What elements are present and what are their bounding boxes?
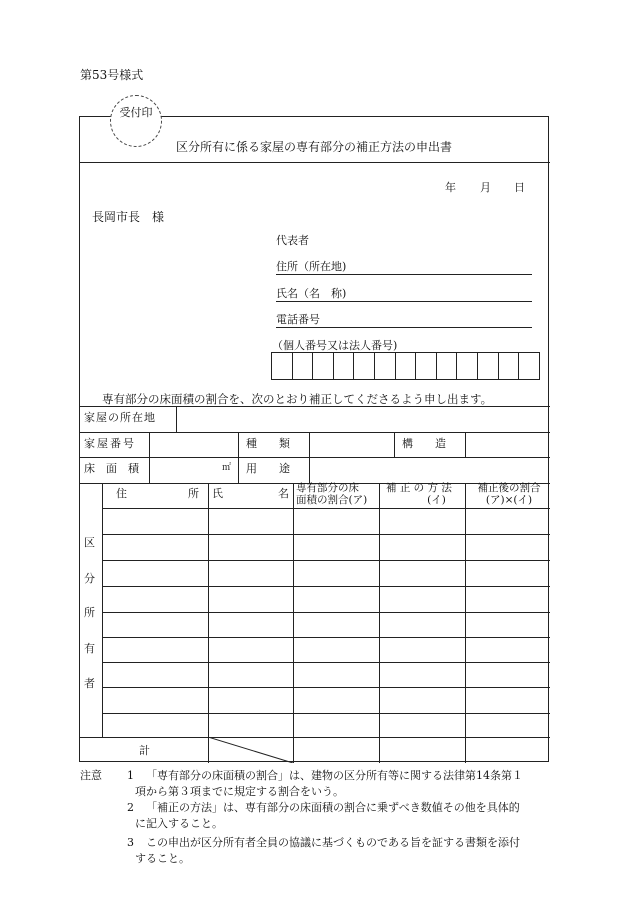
col-address-a: 住 [116, 487, 127, 500]
col-address-b: 所 [188, 487, 199, 500]
diagonal-strike [208, 737, 294, 763]
page-title: 区分所有に係る家屋の専有部分の補正方法の申出書 [175, 140, 452, 154]
mynumber-digit-box[interactable] [456, 352, 478, 380]
divider [465, 432, 466, 457]
mynumber-digit-box[interactable] [374, 352, 396, 380]
col-name-a: 氏 [212, 487, 223, 500]
location-label: 家屋の所在地 [84, 411, 156, 424]
divider [293, 483, 294, 763]
date-year-label: 年 [445, 181, 456, 194]
use-label: 用 途 [246, 462, 290, 475]
divider [102, 586, 550, 587]
divider [102, 637, 550, 638]
mynumber-digit-box[interactable] [312, 352, 334, 380]
side-label-char: 者 [84, 677, 95, 690]
date-month-label: 月 [480, 181, 491, 194]
date-day-label: 日 [514, 181, 525, 194]
reception-stamp: 受付印 [110, 95, 162, 147]
divider [102, 483, 103, 737]
side-label-char: 分 [84, 572, 95, 585]
total-label: 計 [139, 744, 150, 757]
col-method: 補 正 の 方 法 (イ) [386, 482, 452, 506]
divider [80, 457, 550, 458]
note-number: 2 [127, 801, 134, 814]
kind-label: 種 類 [246, 437, 290, 450]
divider [238, 432, 239, 483]
divider [102, 508, 550, 509]
divider [80, 432, 550, 433]
request-text: 専有部分の床面積の割合を、次のとおり補正してくださるよう申し出ます。 [102, 392, 493, 406]
mynumber-digit-box[interactable] [436, 352, 458, 380]
mynumber-digit-box[interactable] [518, 352, 540, 380]
note-text: この申出が区分所有者全員の協議に基づくものである旨を証する書類を添付 [146, 836, 520, 849]
phone-field[interactable] [276, 311, 532, 328]
divider [394, 432, 395, 457]
side-label-char: 区 [84, 536, 95, 549]
side-label-char: 所 [84, 606, 95, 619]
house-number-label: 家屋番号 [84, 437, 136, 450]
representative-label: 代表者 [276, 234, 309, 247]
divider [80, 162, 550, 163]
divider [176, 406, 177, 432]
mynumber-digit-box[interactable] [395, 352, 417, 380]
notes-heading: 注意 [80, 769, 102, 782]
mynumber-digit-box[interactable] [415, 352, 437, 380]
divider [102, 713, 550, 714]
structure-label: 構 造 [402, 437, 446, 450]
divider [379, 483, 380, 763]
divider [208, 483, 209, 763]
divider [102, 560, 550, 561]
note-text: 項から第３項までに規定する割合をいう。 [135, 785, 344, 798]
address-field[interactable] [276, 258, 532, 275]
note-text: すること。 [135, 852, 190, 865]
divider [102, 662, 550, 663]
phone-label: 電話番号 [276, 313, 320, 326]
floor-area-unit: ㎡ [222, 463, 232, 473]
divider [149, 432, 150, 483]
note-number: 1 [127, 769, 134, 782]
col-name-b: 名 [278, 487, 289, 500]
mynumber-digit-box[interactable] [477, 352, 499, 380]
mynumber-digit-box[interactable] [271, 352, 293, 380]
mynumber-label: （個人番号又は法人番号) [272, 339, 398, 352]
divider [102, 612, 550, 613]
divider [80, 737, 550, 738]
name-label: 氏名（名 称) [276, 287, 347, 300]
note-text: 「補正の方法」は、専有部分の床面積の割合に乗ずべき数値その他を具体的 [146, 801, 520, 814]
note-text: に記入すること。 [135, 817, 223, 830]
col-ratio: 専有部分の床 面積の割合(ア) [296, 482, 368, 506]
col-after: 補正後の割合 (ア)×(イ) [477, 482, 541, 506]
address-label: 住所（所在地) [276, 260, 347, 273]
note-text: 「専有部分の床面積の割合」は、建物の区分所有等に関する法律第14条第１ [146, 769, 523, 782]
mynumber-digit-box[interactable] [333, 352, 355, 380]
form-number: 第53号様式 [80, 68, 144, 82]
name-field[interactable] [276, 285, 532, 302]
divider [102, 687, 550, 688]
side-label-char: 有 [84, 642, 95, 655]
mynumber-digit-box[interactable] [292, 352, 314, 380]
divider [102, 534, 550, 535]
floor-area-label: 床 面 積 [84, 462, 139, 475]
mynumber-digit-box[interactable] [498, 352, 520, 380]
divider [309, 432, 310, 483]
note-number: 3 [127, 836, 134, 849]
mynumber-digit-box[interactable] [353, 352, 375, 380]
addressee: 長岡市長 様 [92, 210, 165, 224]
divider [465, 483, 466, 763]
